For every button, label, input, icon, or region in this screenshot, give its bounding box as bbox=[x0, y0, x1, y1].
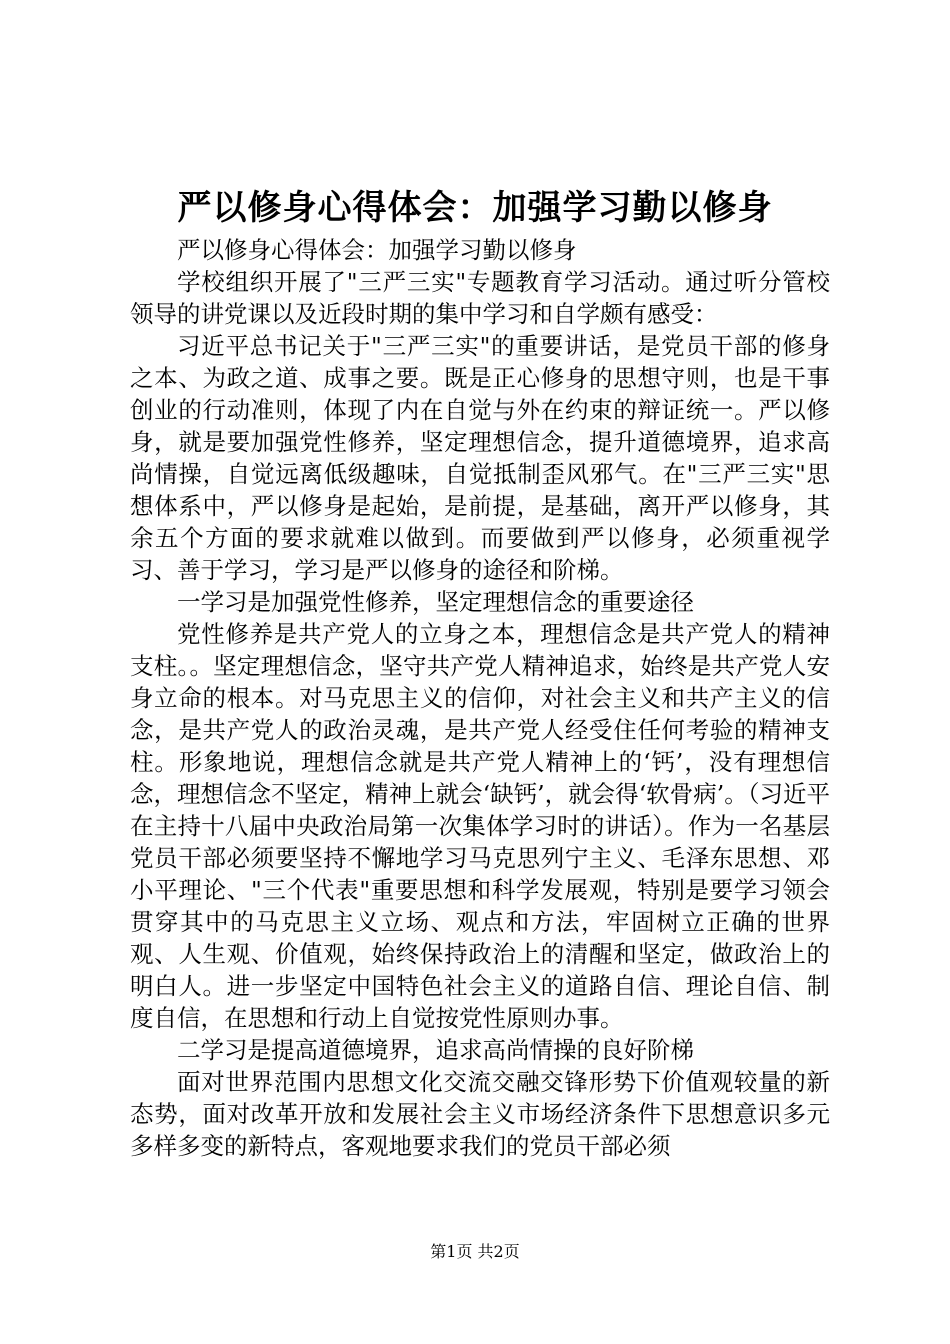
section-heading: 二学习是提高道德境界，追求高尚情操的良好阶梯 bbox=[177, 1036, 694, 1064]
document-title: 严以修身心得体会：加强学习勤以修身 bbox=[177, 188, 773, 228]
paragraph: 面对世界范围内思想文化交流交融交锋形势下价值观较量的新态势，面对改革开放和发展社会主义市场经济条件下思想意识多元多样多变的新特点，客观地要求我们的党员干部必须 bbox=[130, 1068, 830, 1160]
paragraph: 习近平总书记关于"三严三实"的重要讲话，是党员干部的修身之本、为政之道、成事之要。既是正心修身的思想守则，也是干事创业的行动准则，体现了内在自觉与外在约束的辩证统一。严以修身，就是要加强党性修养，坚定理想信念，提升道德境界，追求高尚情操，自觉远离低级趣味，自觉抵制歪风邪气。在"三严三实"思想体系中，严以修身是起始，是前提，是基础，离开严以修身，其余五个方面的要求就难以做到。而要做到严以修身，必须重视学习、善于学习，学习是严以修身的途径和阶梯。 bbox=[130, 332, 830, 584]
paragraph: 严以修身心得体会：加强学习勤以修身 bbox=[177, 236, 577, 264]
document-body bbox=[130, 234, 830, 1162]
paragraph: 学校组织开展了"三严三实"专题教育学习活动。通过听分管校领导的讲党课以及近段时期的集中学习和自学颇有感受： bbox=[130, 268, 830, 328]
section-heading: 一学习是加强党性修养，坚定理想信念的重要途径 bbox=[177, 588, 694, 616]
paragraph: 党性修养是共产党人的立身之本，理想信念是共产党人的精神支柱。。坚定理想信念，坚守共产党人精神追求，始终是共产党人安身立命的根本。对马克思主义的信仰，对社会主义和共产主义的信念，是共产党人的政治灵魂，是共产党人经受住任何考验的精神支柱。形象地说，理想信念就是共产党人精神上的‘钙’，没有理想信念，理想信念不坚定，精神上就会‘缺钙’，就会得‘软骨病’。（习近平在主持十八届中央政治局第一次集体学习时的讲话）。作为一名基层党员干部必须要坚持不懈地学习马克思列宁主义、毛泽东思想、邓小平理论、"三个代表"重要思想和科学发展观，特别是要学习领会贯穿其中的马克思主义立场、观点和方法，牢固树立正确的世界观、人生观、价值观，始终保持政治上的清醒和坚定，做政治上的明白人。进一步坚定中国特色社会主义的道路自信、理论自信、制度自信，在思想和行动上自觉按党性原则办事。 bbox=[130, 620, 830, 1032]
page-number-footer: 第1页 共2页 bbox=[430, 1242, 520, 1261]
